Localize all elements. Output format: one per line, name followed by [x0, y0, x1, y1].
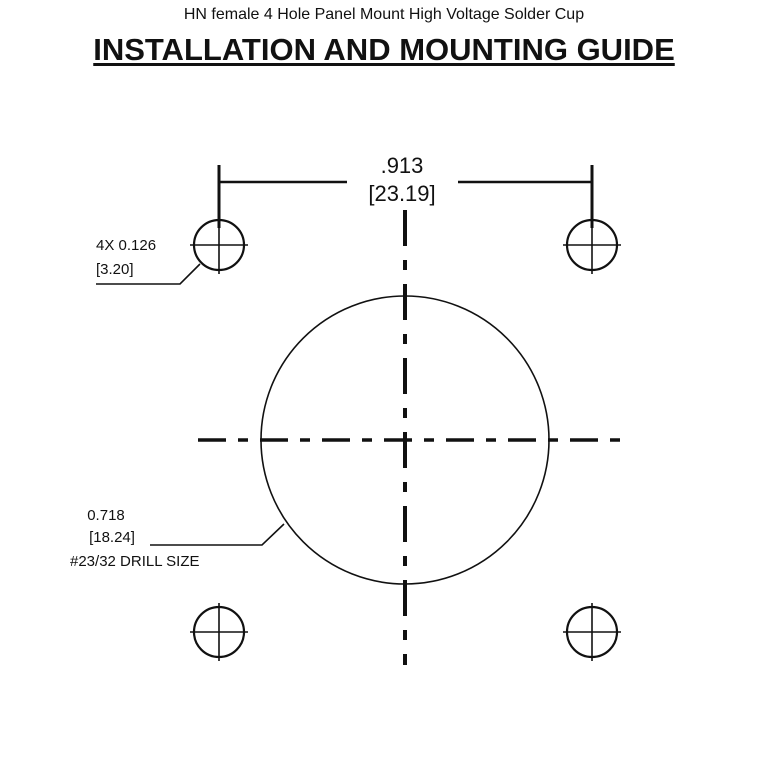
- hole-size-mm-label: [3.20]: [96, 261, 134, 278]
- spacing-mm-label: [23.19]: [368, 181, 436, 206]
- center-dia-mm-label: [18.24]: [89, 529, 135, 546]
- mounting-hole-bottom-right: [563, 603, 621, 661]
- mounting-hole-top-right: [563, 216, 621, 274]
- drill-size-label: #23/32 DRILL SIZE: [70, 553, 200, 570]
- center-dia-inch-label: 0.718: [87, 507, 125, 524]
- subtitle: HN female 4 Hole Panel Mount High Voltage Solder Cup: [183, 6, 585, 23]
- center-leader-line: [150, 524, 284, 545]
- spacing-inch-label: .913: [380, 153, 424, 178]
- page-title: INSTALLATION AND MOUNTING GUIDE: [93, 32, 675, 67]
- mounting-hole-bottom-left: [190, 603, 248, 661]
- hole-size-label: 4X 0.126: [96, 237, 157, 254]
